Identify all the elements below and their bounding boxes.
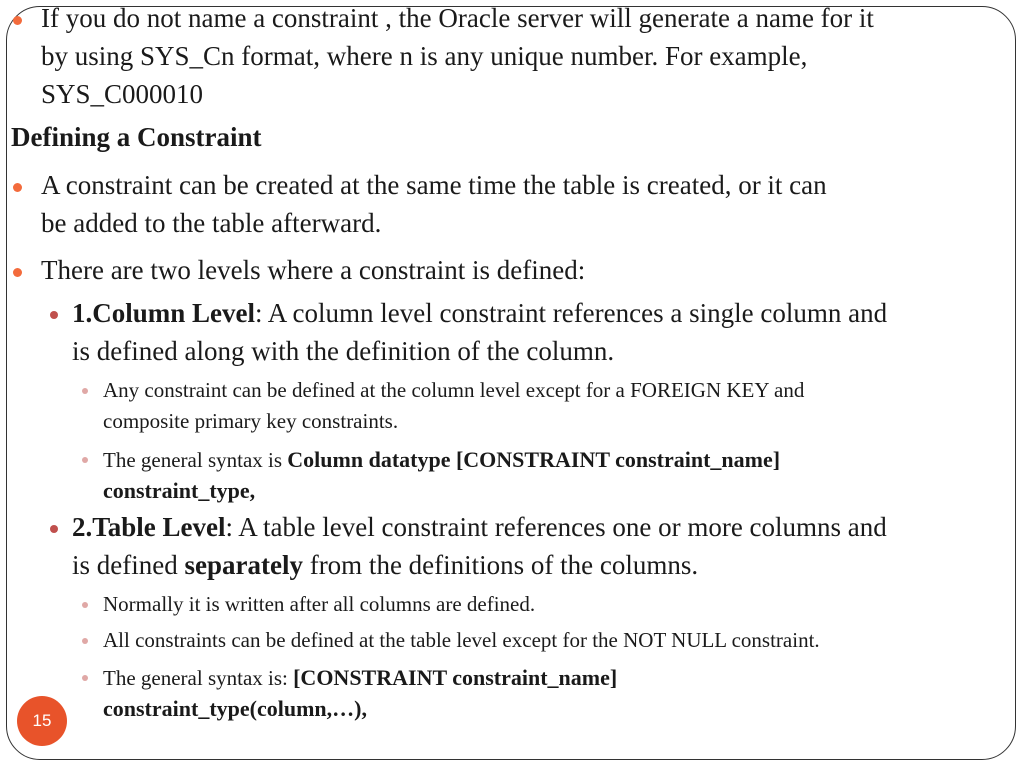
- intro-line-2: by using SYS_Cn format, where n is any unique number. For example,: [41, 41, 808, 71]
- intro-line-3: SYS_C000010: [41, 79, 204, 109]
- column-point1-line-2: composite primary key constraints.: [103, 409, 399, 433]
- bullet-icon: [13, 183, 22, 192]
- table-point1: Normally it is written after all columns are defined.: [103, 592, 536, 616]
- bullet-icon: [82, 638, 88, 644]
- bullet-icon: [82, 388, 88, 394]
- table-syntax-prefix: The general syntax is:: [103, 666, 294, 690]
- column-point2-line-1: [103, 447, 780, 473]
- column-level-title: 1.Column Level: [72, 298, 256, 328]
- table-level-text2-prefix: is defined: [72, 550, 185, 580]
- table-level-text: : A table level constraint references one or more columns and: [225, 512, 887, 542]
- table-level-title: 2.Table Level: [72, 512, 226, 542]
- table-level-text2-bold: separately: [184, 550, 303, 580]
- bullet-icon: [13, 268, 22, 277]
- column-level-text: : A column level constraint references a single column and: [255, 298, 888, 328]
- column-level-line-2: is defined along with the definition of the column.: [72, 336, 615, 366]
- bullet-icon: [82, 457, 88, 463]
- bullet-icon: [13, 16, 22, 25]
- table-level-line-2: [72, 550, 698, 581]
- levels-line: There are two levels where a constraint is defined:: [41, 255, 586, 285]
- created-line-2: be added to the table afterward.: [41, 208, 382, 238]
- table-syntax-line-2: constraint_type(column,…),: [103, 696, 367, 721]
- column-syntax-prefix: The general syntax is: [103, 448, 288, 472]
- column-level-line-1: [72, 298, 887, 329]
- table-level-line-1: [72, 512, 887, 543]
- table-point3-line-1: [103, 665, 617, 691]
- slide-number-badge: 15: [17, 696, 67, 746]
- bullet-icon: [50, 311, 58, 319]
- table-level-text2-suffix: from the definitions of the columns.: [302, 550, 699, 580]
- column-point1-line-1: Any constraint can be defined at the column level except for a FOREIGN KEY and: [103, 378, 805, 402]
- column-syntax: Column datatype [CONSTRAINT constraint_name]: [287, 447, 781, 472]
- table-point2: All constraints can be defined at the table level except for the NOT NULL constraint.: [103, 628, 820, 652]
- created-line-1: A constraint can be created at the same time the table is created, or it can: [41, 170, 827, 200]
- bullet-icon: [82, 675, 88, 681]
- column-syntax-line-2: constraint_type,: [103, 478, 256, 503]
- table-syntax: [CONSTRAINT constraint_name]: [293, 665, 618, 690]
- bullet-icon: [82, 602, 88, 608]
- section-heading: Defining a Constraint: [11, 122, 262, 152]
- bullet-icon: [50, 525, 58, 533]
- intro-line-1: If you do not name a constraint , the Oracle server will generate a name for it: [41, 3, 874, 33]
